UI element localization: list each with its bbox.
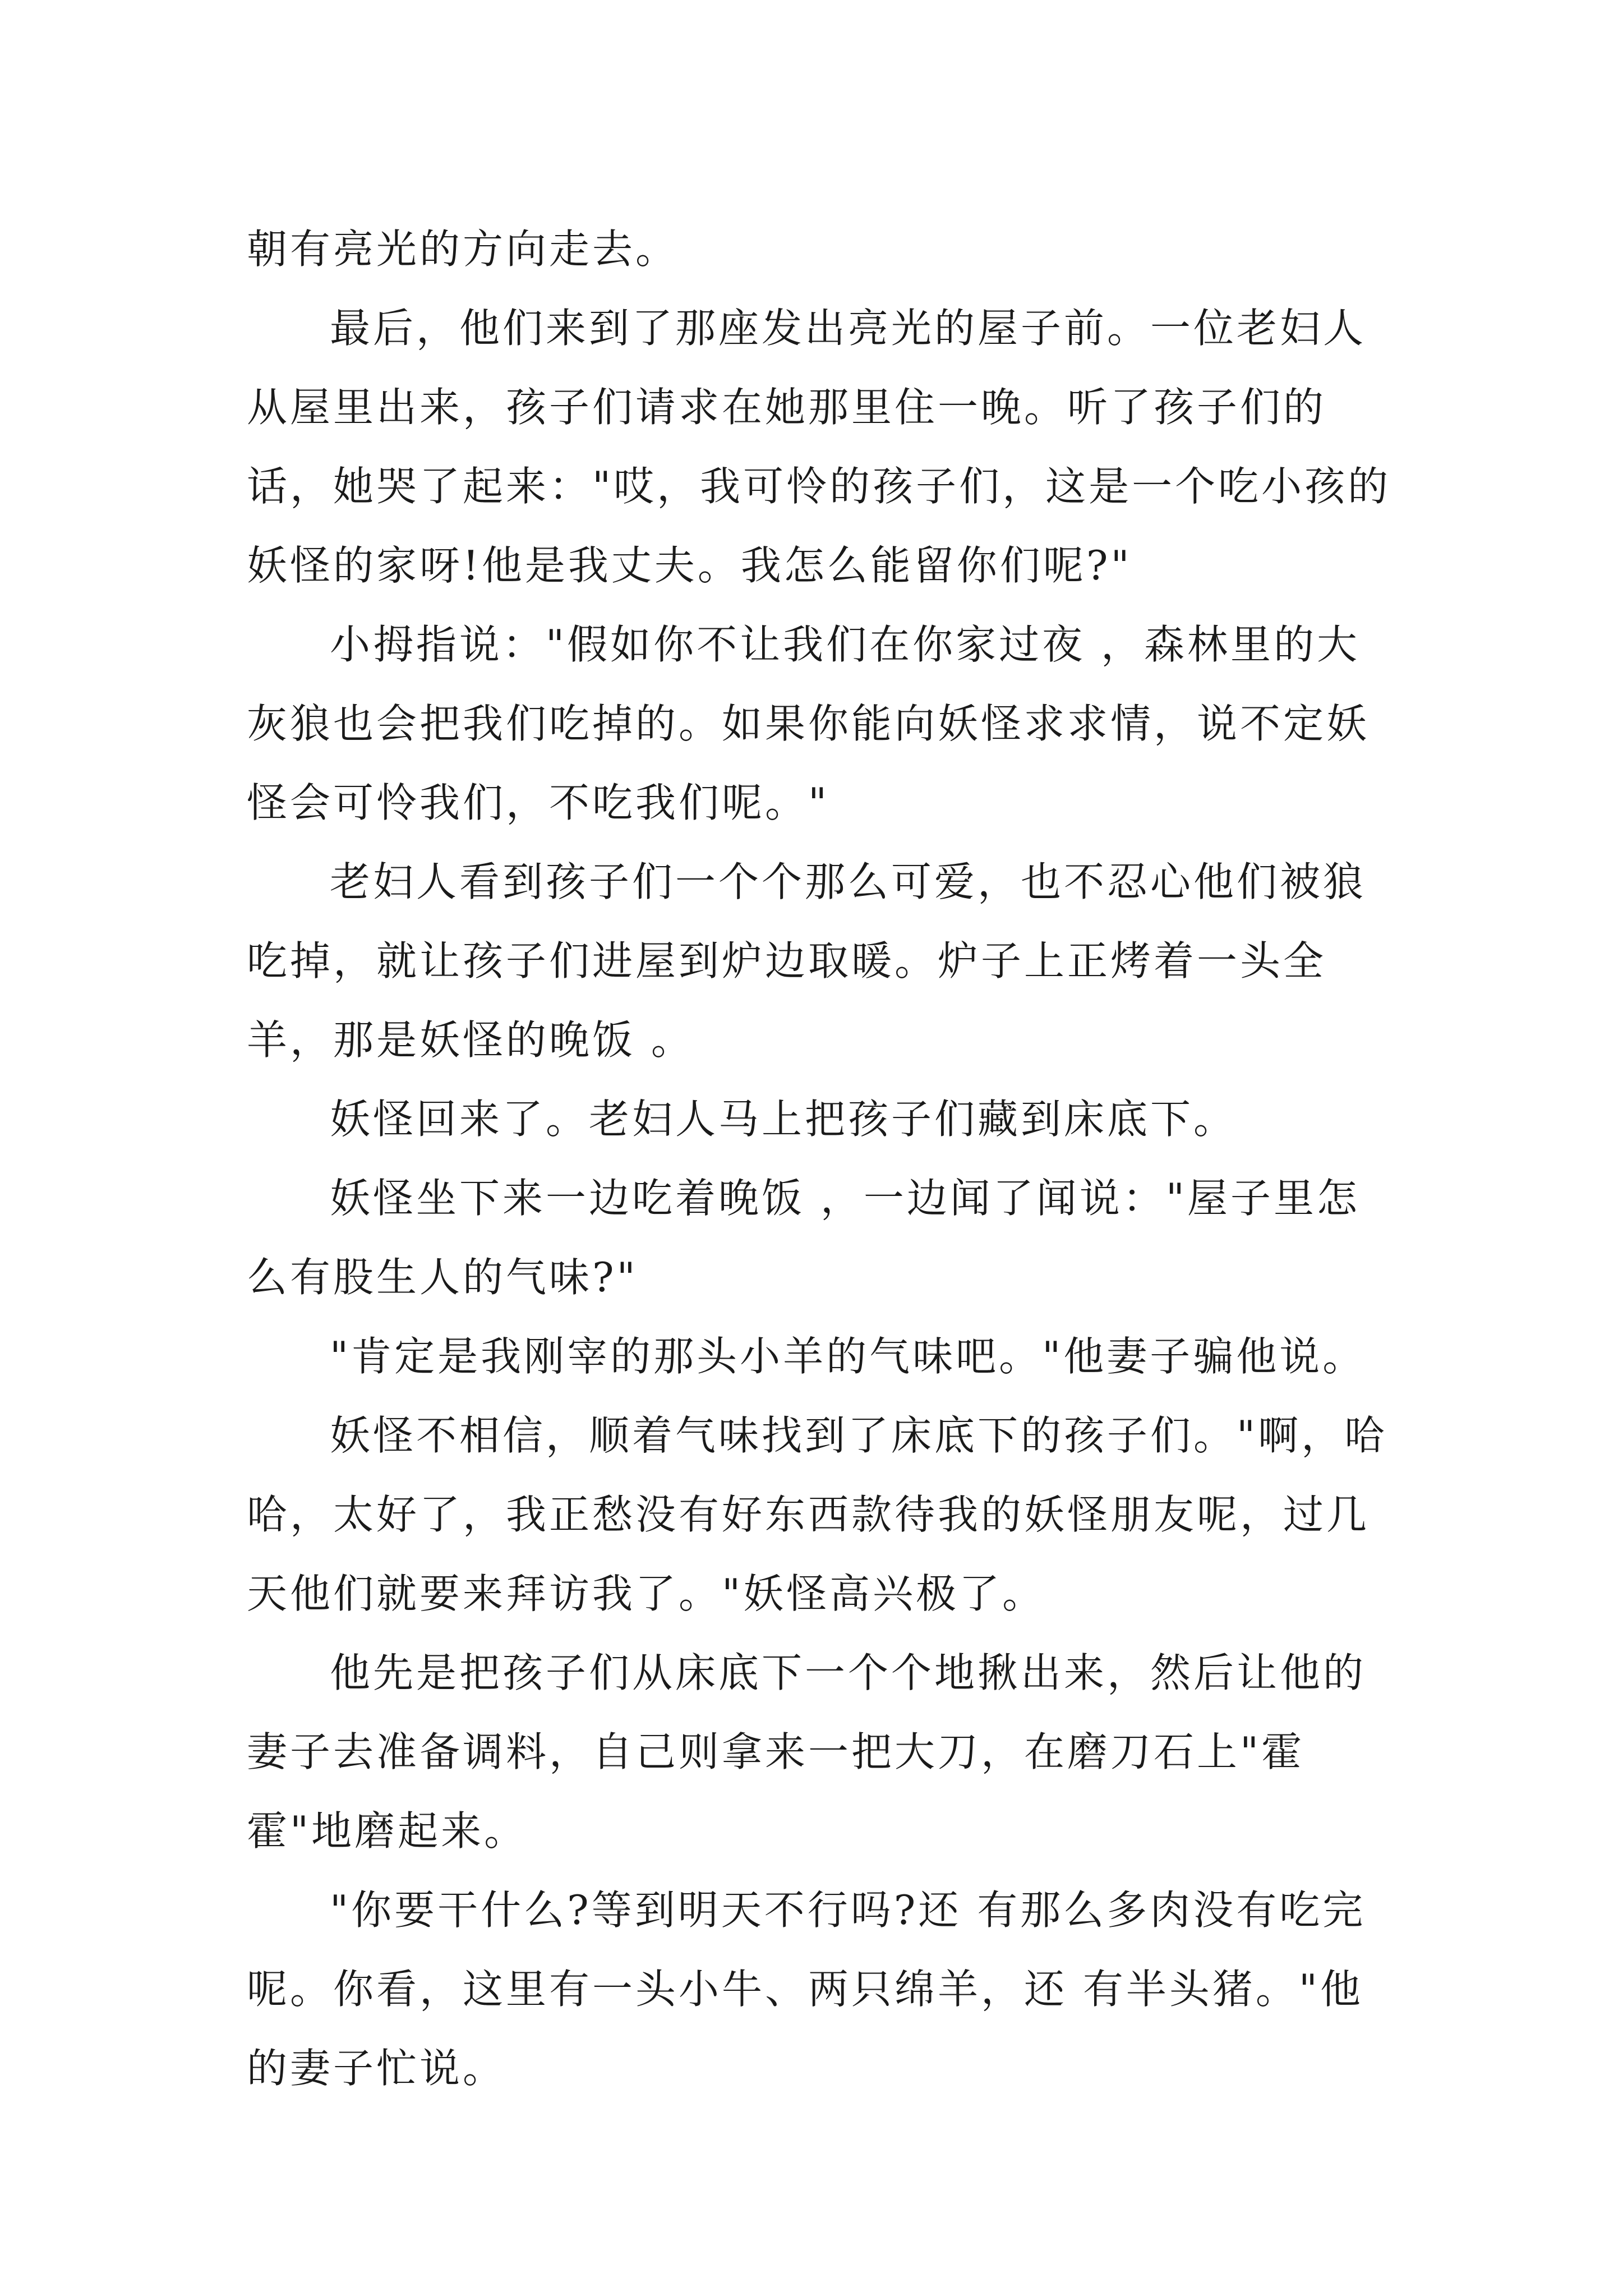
- paragraph-3: 小拇指说："假如你不让我们在你家过夜 ，森林里的大灰狼也会把我们吃掉的。如果你能向妖怪求求情，说不定妖怪会可怜我们，不吃我们呢。": [247, 621, 1370, 826]
- paragraph-1: 朝有亮光的方向走去。: [247, 226, 679, 273]
- paragraph-2: 最后，他们来到了那座发出亮光的屋子前。一位老妇人从屋里出来，孩子们请求在她那里住一晚。听了孩子们的话，她哭了起来："哎，我可怜的孩子们，这是一个吃小孩的妖怪的家呀!他是我丈夫。我怎么能留你们呢?": [247, 305, 1391, 589]
- paragraph-10: "你要干什么?等到明天不行吗?还 有那么多肉没有吃完呢。你看，这里有一头小牛、两只绵羊，还 有半头猪。"他的妻子忙说。: [247, 1887, 1366, 2092]
- story-text: [247, 210, 1402, 2108]
- paragraph-5: 妖怪回来了。老妇人马上把孩子们藏到床底下。: [330, 1096, 1237, 1143]
- paragraph-6: 妖怪坐下来一边吃着晚饭 ，一边闻了闻说："屋子里怎么有股生人的气味?": [247, 1175, 1361, 1301]
- paragraph-7: "肯定是我刚宰的那头小羊的气味吧。"他妻子骗他说。: [330, 1333, 1366, 1380]
- paragraph-4: 老妇人看到孩子们一个个那么可爱，也不忍心他们被狼吃掉，就让孩子们进屋到炉边取暖。炉子上正烤着一头全羊，那是妖怪的晚饭 。: [247, 858, 1367, 1064]
- paragraph-9: 他先是把孩子们从床底下一个个地揪出来，然后让他的妻子去准备调料，自己则拿来一把大刀，在磨刀石上"霍霍"地磨起来。: [247, 1649, 1367, 1855]
- paragraph-8: 妖怪不相信，顺着气味找到了床底下的孩子们。"啊，哈哈，太好了，我正愁没有好东西款待我的妖怪朋友呢，过几天他们就要来拜访我了。"妖怪高兴极了。: [247, 1412, 1388, 1617]
